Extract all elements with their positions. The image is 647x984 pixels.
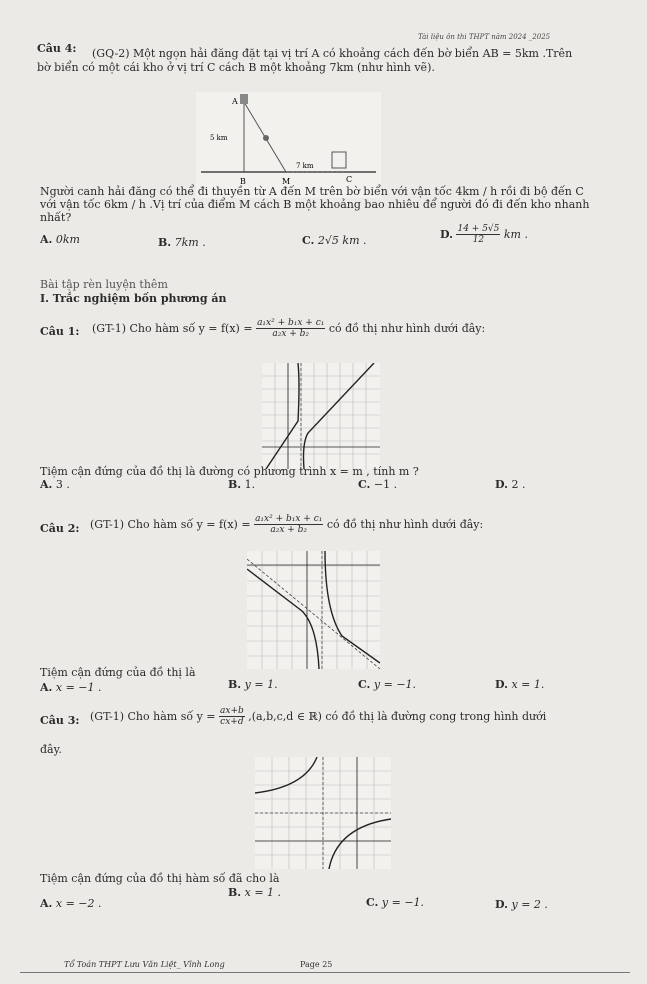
q1-option-d: D. 2 . [495, 478, 526, 491]
q2-ask: Tiệm cận đứng của đồ thị là [40, 666, 196, 679]
q3-stem [90, 706, 546, 727]
q4-option-d: D. $\frac{14 + 5√5}{12}$ km . [440, 224, 528, 245]
q2-option-d: D. x = 1. [495, 678, 545, 691]
label-m: M [282, 177, 291, 186]
q4-option-c-text: 2√5 km . [317, 234, 367, 247]
label-b: B [240, 177, 246, 186]
q2-option-c-text: y = −1. [373, 678, 417, 691]
q1-stem [92, 318, 485, 339]
q1-den: a₂x + b₂ [272, 329, 310, 339]
q4-line4: với vận tốc 6km / h .Vị trí của điểm M cách B một khoảng bao nhiêu để người đó đi đến kho nhanh [40, 198, 590, 211]
q1-option-b: B. 1. [228, 478, 256, 491]
q4-label: Câu 4: [37, 42, 77, 55]
boat-icon [263, 135, 269, 141]
q4-line5: nhất? [40, 211, 72, 224]
q1-label: Câu 1: [40, 325, 80, 338]
q2-label: Câu 2: [40, 522, 80, 535]
footer-left: Tổ Toán THPT Lưu Văn Liệt_ Vĩnh Long [64, 960, 225, 969]
q1-ask: Tiệm cận đứng của đồ thị là đường có phương trình x = m , tính m ? [40, 465, 419, 478]
q3-graph [255, 757, 391, 869]
q2-text-pre: (GT-1) Cho hàm số y = f(x) = [90, 518, 251, 531]
q1-option-c: C. −1 . [358, 478, 398, 491]
q2-option-b: B. y = 1. [228, 678, 278, 691]
q2-option-b-text: y = 1. [244, 678, 278, 691]
q3-line2: đây. [40, 743, 62, 756]
q3-option-c: C. y = −1. [366, 896, 425, 909]
section-subtitle: I. Trắc nghiệm bốn phương án [40, 292, 227, 305]
q3-option-a: A. x = −2 . [40, 897, 102, 910]
q2-option-d-text: x = 1. [511, 678, 545, 691]
q1-option-b-text: 1. [244, 478, 256, 491]
lighthouse-icon [240, 94, 248, 104]
q4-option-b: B. 7km . [158, 236, 206, 249]
q2-option-a: A. x = −1 . [40, 681, 102, 694]
q4-d-num: 14 + 5√5 [457, 224, 500, 234]
q2-text-post: có đồ thị như hình dưới đây: [326, 518, 484, 531]
q2-stem [90, 514, 483, 535]
q4-option-a: A. 0km [40, 233, 80, 246]
q1-option-c-text: −1 . [373, 478, 398, 491]
q1-option-d-text: 2 . [511, 478, 526, 491]
q1-option-a-text: 3 . [55, 478, 70, 491]
q3-text-pre: (GT-1) Cho hàm số y = [90, 710, 216, 723]
page-number: Page 25 [300, 960, 333, 969]
q1-graph [262, 363, 380, 469]
q4-option-a-text: 0km [55, 233, 80, 246]
q1-text-pre: (GT-1) Cho hàm số y = f(x) = [92, 322, 253, 335]
q3-text-post: ,(a,b,c,d ∈ ℝ) có đồ thị là đường cong trong hình dưới [248, 710, 547, 723]
q1-num: a₁x² + b₁x + c₁ [257, 318, 325, 328]
section-title: Bài tập rèn luyện thêm [40, 278, 168, 291]
q3-label: Câu 3: [40, 714, 80, 727]
q2-den: a₂x + b₂ [270, 525, 308, 535]
q4-line1: (GQ-2) Một ngọn hải đăng đặt tại vị trí A có khoảng cách đến bờ biển AB = 5km .Trên [92, 47, 573, 60]
q3-option-a-text: x = −2 . [55, 897, 102, 910]
q4-option-d-fraction [456, 224, 500, 245]
q1-fraction [256, 318, 325, 339]
dist-bc: 7 km [296, 162, 314, 170]
dist-ab: 5 km [210, 134, 228, 142]
q4-option-c: C. 2√5 km . [302, 234, 367, 247]
q3-option-c-text: y = −1. [381, 896, 425, 909]
q3-option-b-text: x = 1 . [244, 886, 282, 899]
q1-text-post: có đồ thị như hình dưới đây: [328, 322, 486, 335]
q3-ask: Tiệm cận đứng của đồ thị hàm số đã cho là [40, 872, 280, 885]
q2-num: a₁x² + b₁x + c₁ [255, 514, 323, 524]
q4-d-unit: km . [503, 228, 528, 241]
q3-fraction [219, 706, 245, 727]
q3-den: cx+d [220, 717, 244, 727]
q1-option-a: A. 3 . [40, 478, 70, 491]
lighthouse-diagram [196, 92, 381, 198]
q3-option-d-text: y = 2 . [511, 898, 548, 911]
q2-graph [247, 551, 380, 669]
footer-rule [20, 972, 630, 973]
q2-option-c: C. y = −1. [358, 678, 417, 691]
q4-d-den: 12 [472, 235, 485, 245]
label-c: C [346, 175, 353, 184]
q3-num: ax+b [220, 706, 244, 716]
label-a: A [232, 97, 238, 106]
q2-option-a-text: x = −1 . [55, 681, 102, 694]
doc-header: Tài liệu ôn thi THPT năm 2024 _2025 [418, 33, 551, 41]
q4-option-b-text: 7km . [174, 236, 206, 249]
q4-line2: bờ biển có một cái kho ở vị trí C cách B một khoảng 7km (như hình vẽ). [37, 61, 435, 74]
q3-option-b: B. x = 1 . [228, 886, 282, 899]
q4-line3: Người canh hải đăng có thể đi thuyền từ A đến M trên bờ biển với vận tốc 4km / h rồi đi bộ đến C [40, 185, 584, 198]
warehouse-icon [332, 152, 346, 168]
q3-option-d: D. y = 2 . [495, 898, 548, 911]
q2-fraction [254, 514, 323, 535]
